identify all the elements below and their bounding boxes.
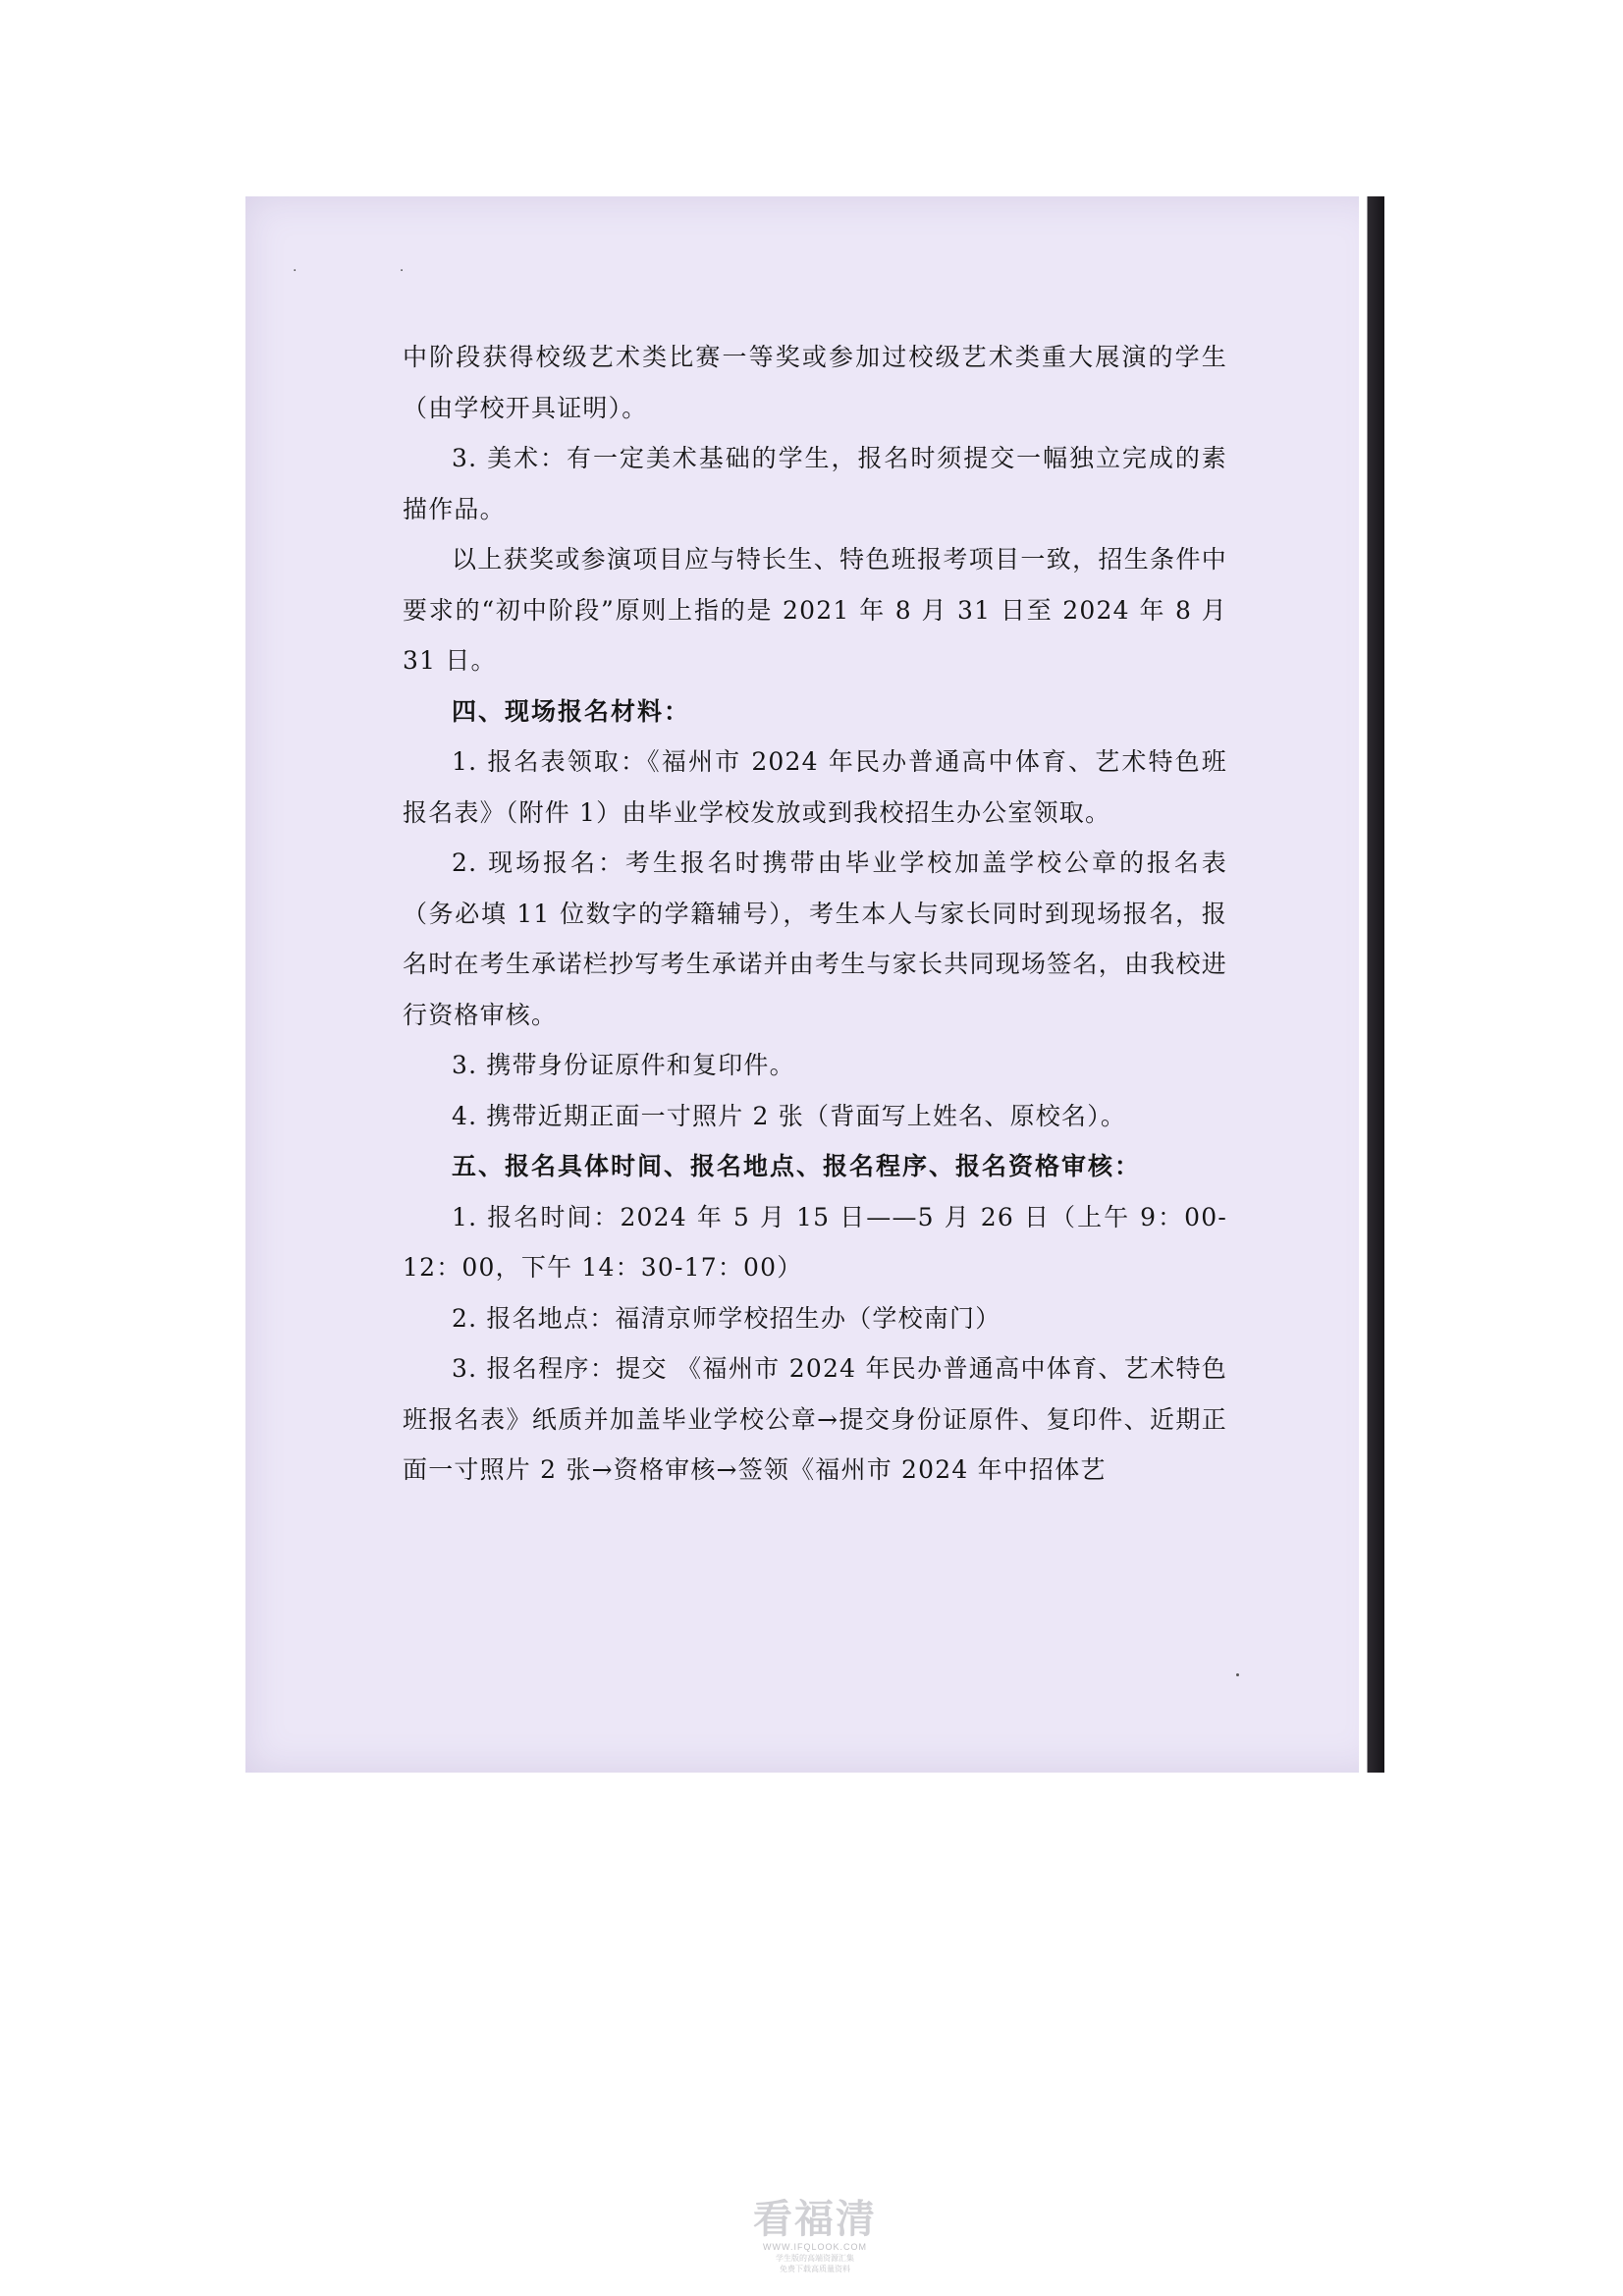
document-body [403,332,1227,1496]
scan-specks: · · [293,263,454,279]
scan-dot [1236,1673,1239,1676]
paragraph: 2. 报名地点：福清京师学校招生办（学校南门） [452,1303,1001,1333]
paragraph: 1. 报名时间：2024 年 5 月 15 日——5 月 26 日（上午 9：00-12：00，下午 14：30-17：00） [403,1202,1227,1282]
watermark-line: 免费下载高质量资料 [780,2265,850,2273]
section-heading: 五、报名具体时间、报名地点、报名程序、报名资格审核： [452,1152,1142,1180]
watermark [727,2198,903,2274]
paragraph: 4. 携带近期正面一寸照片 2 张（背面写上姓名、原校名）。 [452,1101,1127,1130]
watermark-line: 学生版的高端资源汇集 [776,2254,854,2263]
scanned-page [245,196,1384,1773]
section-heading: 四、现场报名材料： [452,696,691,726]
paragraph: 1. 报名表领取：《福州市 2024 年民办普通高中体育、艺术特色班报名表》（附件 1）由毕业学校发放或到我校招生办公室领取。 [403,747,1227,827]
paragraph: 以上获奖或参演项目应与特长生、特色班报考项目一致，招生条件中要求的“初中阶段”原则上指的是 2021 年 8 月 31 日至 2024 年 8 月 31 日。 [403,545,1228,675]
paragraph: 3. 报名程序：提交 《福州市 2024 年民办普通高中体育、艺术特色班报名表》纸质并加盖毕业学校公章→提交身份证原件、复印件、近期正面一寸照片 2 张→资格审核→签领《福州市 2024 年中招体艺 [403,1354,1227,1484]
scan-edge-shadow [1359,196,1384,1773]
watermark-logo: 看福清 [753,2197,877,2242]
paragraph: 2. 现场报名：考生报名时携带由毕业学校加盖学校公章的报名表（务必填 11 位数字的学籍辅号），考生本人与家长同时到现场报名，报名时在考生承诺栏抄写考生承诺并由考生与家长共同现场签名，由我校进行资格审核。 [403,848,1227,1029]
paragraph: 中阶段获得校级艺术类比赛一等奖或参加过校级艺术类重大展演的学生（由学校开具证明）。 [403,343,1227,422]
paragraph: 3. 携带身份证原件和复印件。 [452,1051,795,1079]
paragraph: 3. 美术：有一定美术基础的学生，报名时须提交一幅独立完成的素描作品。 [403,444,1227,523]
watermark-url: WWW.IFQLOOK.COM [763,2242,867,2252]
